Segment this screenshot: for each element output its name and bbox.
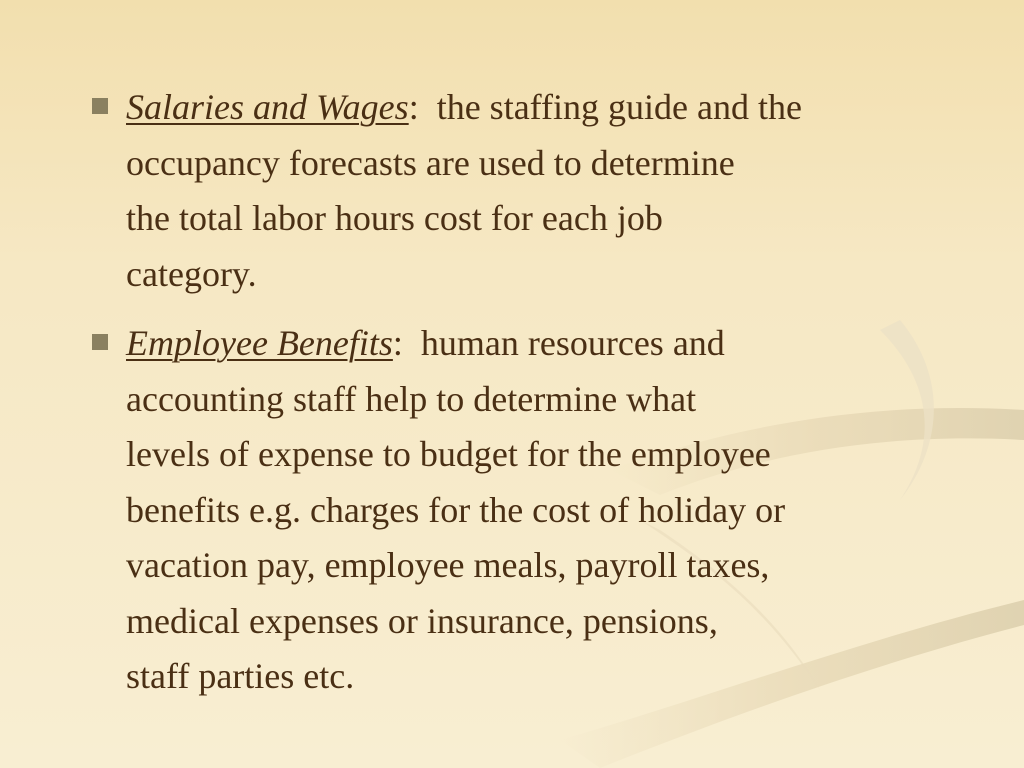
bullet-line: category.: [126, 253, 257, 294]
bullet-line: medical expenses or insurance, pensions,: [126, 600, 718, 641]
bullet-line: staff parties etc.: [126, 656, 355, 696]
bullet-line: the staffing guide and the: [436, 87, 802, 127]
bullet-line: human resources and: [420, 323, 725, 363]
bullet-employee-benefits: [88, 316, 948, 705]
bullet-term: Employee Benefits: [126, 323, 393, 363]
bullet-separator: :: [408, 87, 419, 127]
bullet-separator: :: [392, 323, 403, 363]
bullet-line: benefits e.g. charges for the cost of holiday or: [126, 489, 786, 530]
square-bullet-icon: [92, 334, 108, 350]
bullet-line: vacation pay, employee meals, payroll taxes,: [126, 545, 770, 585]
bullet-line: the total labor hours cost for each job: [126, 198, 663, 238]
bullet-term: Salaries and Wages: [126, 87, 409, 127]
bullet-line: accounting staff help to determine what: [126, 378, 697, 419]
bullet-salaries-and-wages: [88, 80, 948, 302]
square-bullet-icon: [92, 98, 108, 114]
bullet-line: occupancy forecasts are used to determine: [126, 142, 735, 183]
bullet-line: levels of expense to budget for the employee: [126, 434, 771, 474]
slide-content: [88, 80, 948, 719]
